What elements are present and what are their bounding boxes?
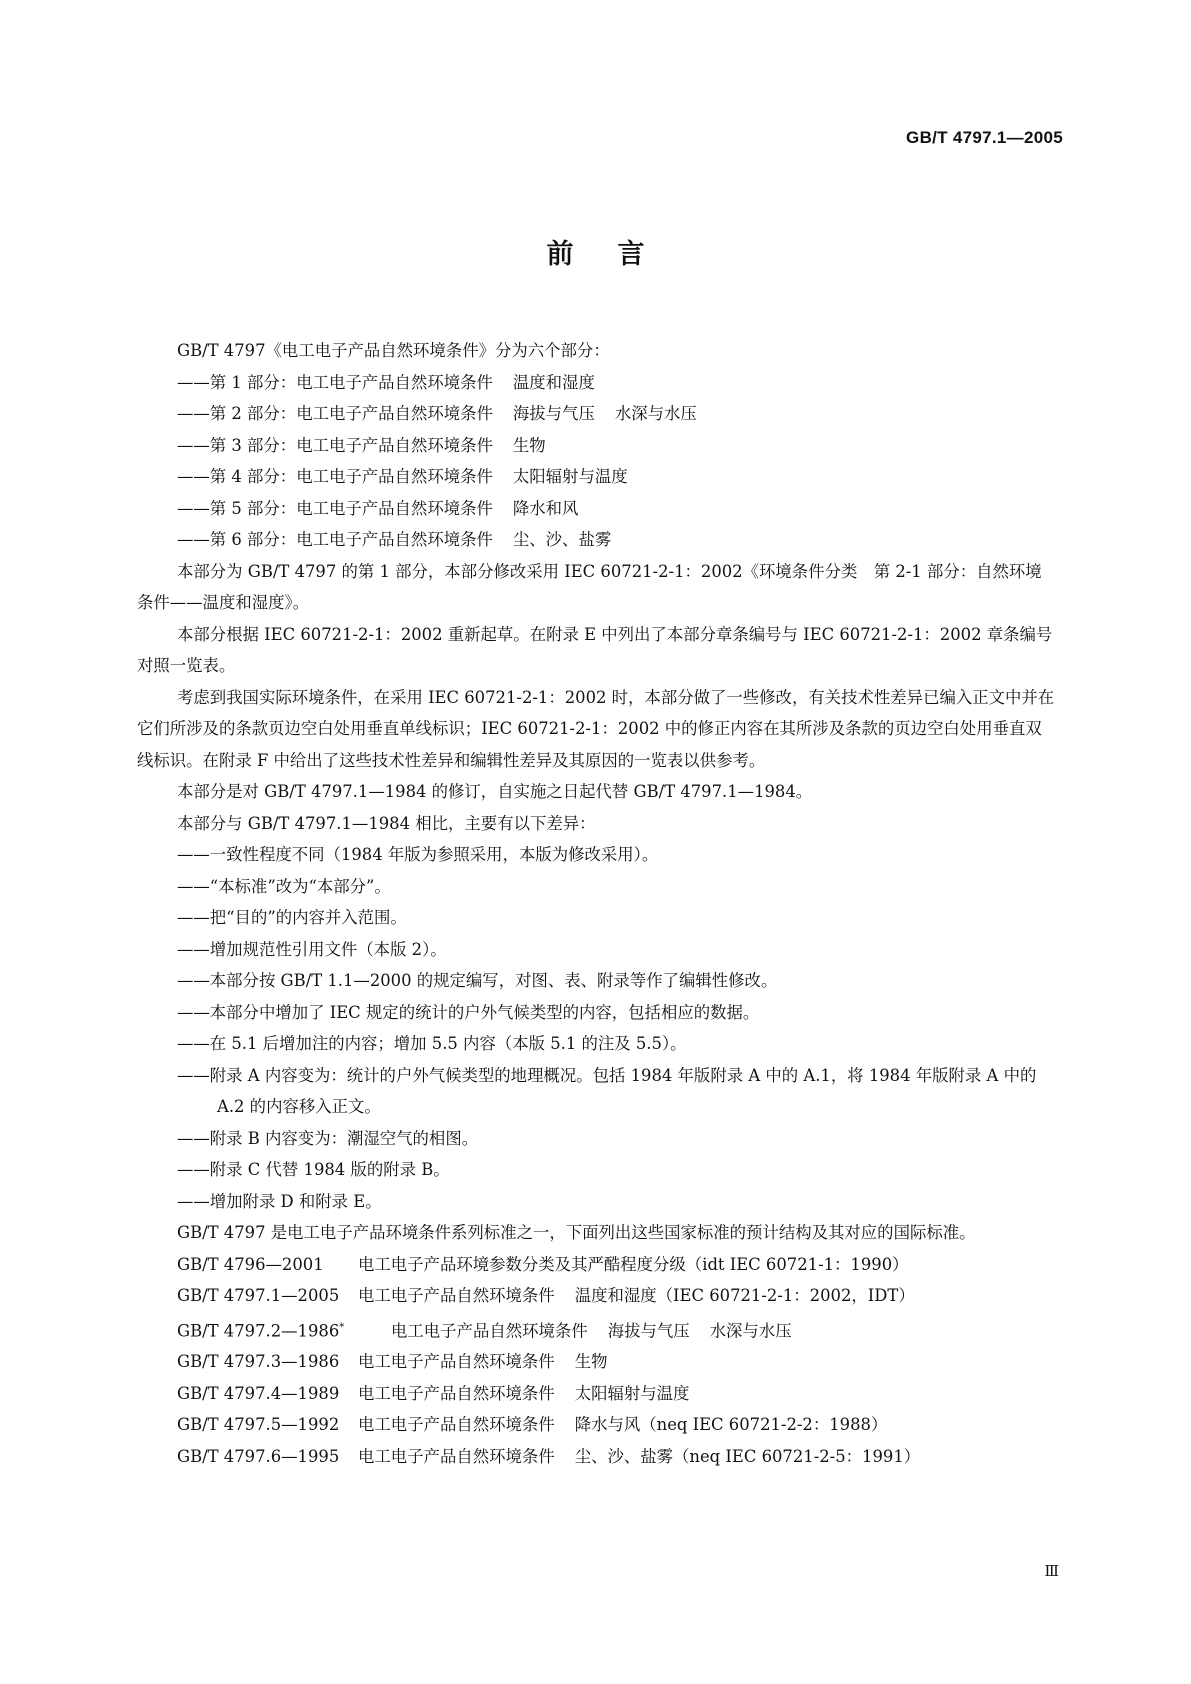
standard-title: 电工电子产品自然环境条件 xyxy=(358,1352,555,1372)
difference-item: ——一致性程度不同（1984 年版为参照采用，本版为修改采用）。 xyxy=(177,845,659,864)
part-item: ——第 2 部分：电工电子产品自然环境条件 海拔与气压 水深与水压 xyxy=(177,404,697,423)
differences-intro-paragraph: 本部分与 GB/T 4797.1—1984 相比，主要有以下差异： xyxy=(177,813,596,833)
difference-item: ——把“目的”的内容并入范围。 xyxy=(177,908,407,927)
standard-row xyxy=(137,1409,1057,1441)
page-number: Ⅲ xyxy=(1044,1562,1059,1580)
difference-item: ——附录 C 代替 1984 版的附录 B。 xyxy=(177,1160,450,1179)
standard-topic: 尘、沙、盐雾（neq IEC 60721-2-5：1991） xyxy=(574,1446,921,1466)
standard-code: GB/T 4797.6—1995 xyxy=(177,1446,340,1466)
difference-item: ——在 5.1 后增加注的内容；增加 5.5 内容（本版 5.1 的注及 5.5）。 xyxy=(177,1034,687,1053)
revision-paragraph: 本部分是对 GB/T 4797.1—1984 的修订，自实施之日起代替 GB/T 4797.1—1984。 xyxy=(177,782,813,801)
standard-code-header: GB/T 4797.1—2005 xyxy=(906,128,1063,147)
standard-topic: 海拔与气压 xyxy=(607,1320,690,1340)
part-item: ——第 5 部分：电工电子产品自然环境条件 降水和风 xyxy=(177,498,579,518)
standard-row xyxy=(137,1441,1057,1473)
difference-item: ——“本标准”改为“本部分”。 xyxy=(177,876,391,896)
difference-item: ——附录 B 内容变为：潮湿空气的相图。 xyxy=(177,1128,479,1148)
standard-topic: 太阳辐射与温度 xyxy=(574,1383,690,1403)
foreword-body xyxy=(137,335,1057,1472)
standard-code: GB/T 4797.4—1989 xyxy=(177,1383,340,1403)
standard-title: 电工电子产品自然环境条件 xyxy=(358,1383,555,1403)
part-item: ——第 1 部分：电工电子产品自然环境条件 温度和湿度 xyxy=(177,372,595,392)
standard-row xyxy=(137,1249,1057,1281)
standard-code: GB/T 4796—2001 xyxy=(177,1254,324,1274)
standard-code-mark: * xyxy=(339,1321,345,1333)
standard-topic: 降水与风（neq IEC 60721-2-2：1988） xyxy=(574,1415,888,1435)
page-title: 前言 xyxy=(546,239,689,270)
standard-code: GB/T 4797.3—1986 xyxy=(177,1352,340,1372)
difference-item: ——本部分按 GB/T 1.1—2000 的规定编写，对图、表、附录等作了编辑性修改。 xyxy=(177,971,778,990)
difference-item: ——增加附录 D 和附录 E。 xyxy=(177,1191,382,1211)
standard-row xyxy=(137,1312,1057,1347)
standard-code: GB/T 4797.5—1992 xyxy=(177,1415,340,1435)
standard-code: GB/T 4797.1—2005 xyxy=(177,1286,340,1305)
standard-title: 电工电子产品自然环境条件 xyxy=(391,1320,588,1340)
part-item: ——第 6 部分：电工电子产品自然环境条件 尘、沙、盐雾 xyxy=(177,530,612,549)
standard-topic: 温度和湿度（IEC 60721-2-1：2002，IDT） xyxy=(574,1286,915,1305)
standard-topic-2: 水深与水压 xyxy=(709,1320,792,1340)
difference-item: ——本部分中增加了 IEC 规定的统计的户外气候类型的内容，包括相应的数据。 xyxy=(177,1002,760,1022)
intro-paragraph: GB/T 4797《电工电子产品自然环境条件》分为六个部分： xyxy=(177,341,610,360)
standard-row xyxy=(137,1346,1057,1378)
adoption-paragraph: 本部分为 GB/T 4797 的第 1 部分，本部分修改采用 IEC 60721-2-1：2002《环境条件分类 第 2-1 部分：自然环境条件——温度和湿度》。 xyxy=(137,561,1042,612)
modification-paragraph: 考虑到我国实际环境条件，在采用 IEC 60721-2-1：2002 时，本部分做了一些修改，有关技术性差异已编入正文中并在它们所涉及的条款页边空白处用垂直单线标识；IEC 60721-2-1：2002 中的修正内容在其所涉及条款的页边空白处用垂直双线标识。在附录 F 中给出了这些技术性差异和编辑性差异及其原因的一览表以供参考。 xyxy=(137,687,1055,770)
part-item: ——第 4 部分：电工电子产品自然环境条件 太阳辐射与温度 xyxy=(177,467,628,486)
standard-title: 电工电子产品自然环境条件 xyxy=(358,1286,555,1305)
standard-title: 电工电子产品自然环境条件 xyxy=(358,1415,555,1435)
redraft-paragraph: 本部分根据 IEC 60721-2-1：2002 重新起草。在附录 E 中列出了本部分章条编号与 IEC 60721-2-1：2002 章条编号对照一览表。 xyxy=(137,624,1053,675)
series-intro-paragraph: GB/T 4797 是电工电子产品环境条件系列标准之一，下面列出这些国家标准的预计结构及其对应的国际标准。 xyxy=(177,1223,976,1242)
standard-title: 电工电子产品自然环境条件 xyxy=(358,1446,555,1466)
part-item: ——第 3 部分：电工电子产品自然环境条件 生物 xyxy=(177,435,546,455)
standard-title: 电工电子产品环境参数分类及其严酷程度分级（idt IEC 60721-1：1990） xyxy=(358,1254,909,1274)
difference-item: ——附录 A 内容变为：统计的户外气候类型的地理概况。包括 1984 年版附录 A 中的 A.1，将 1984 年版附录 A 中的 A.2 的内容移入正文。 xyxy=(177,1065,1037,1116)
standard-topic: 生物 xyxy=(574,1352,608,1372)
difference-item: ——增加规范性引用文件（本版 2）。 xyxy=(177,939,447,959)
standard-row xyxy=(137,1280,1057,1312)
standard-code: GB/T 4797.2—1986* xyxy=(177,1320,345,1340)
standard-row xyxy=(137,1378,1057,1410)
